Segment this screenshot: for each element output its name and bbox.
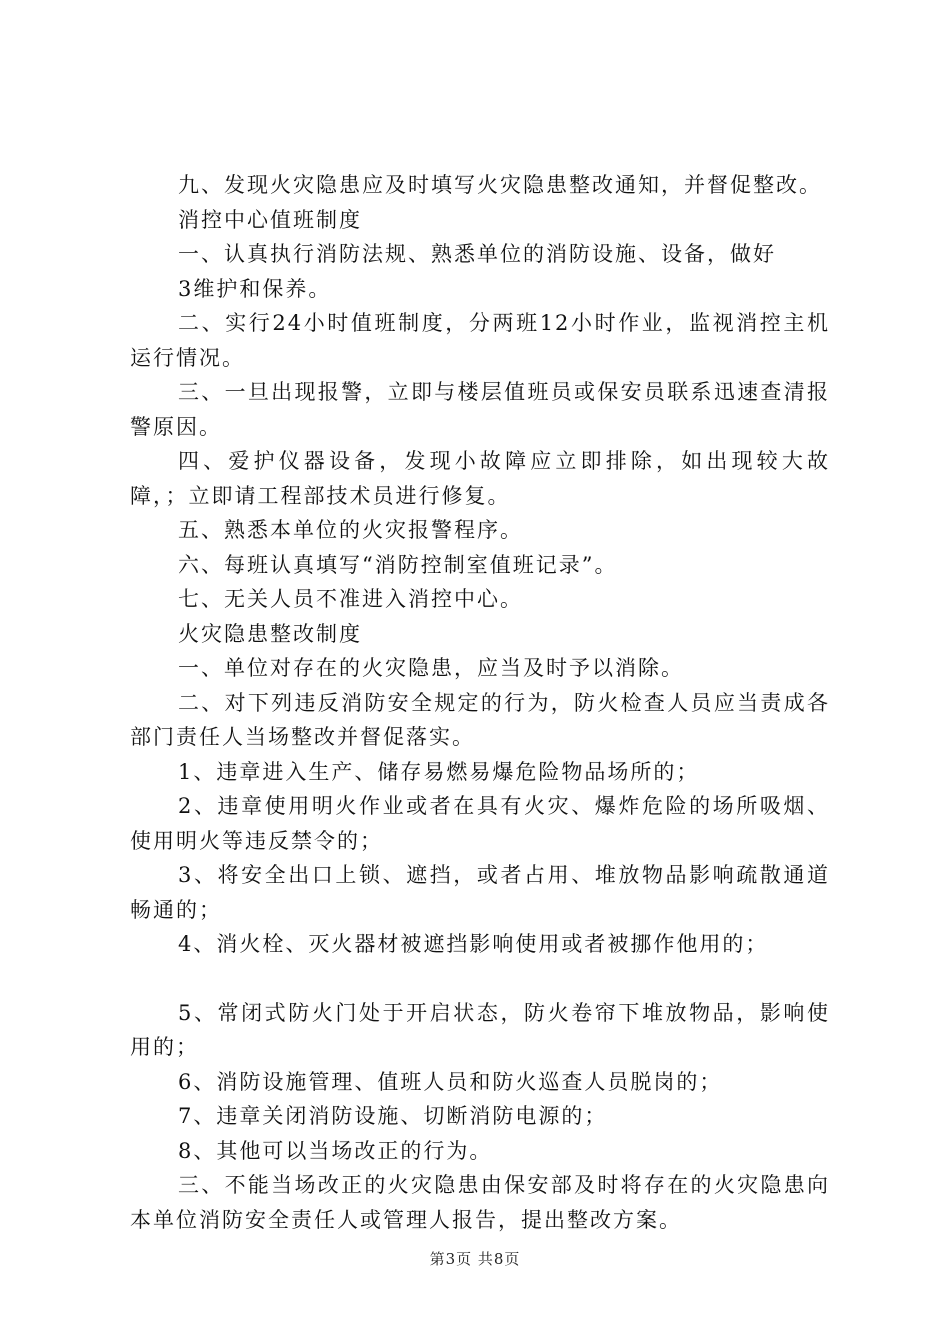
- page-number-footer: 第3页 共8页: [429, 1250, 521, 1268]
- paragraph-item-2: 二、实行24小时值班制度，分两班12小时作业，监视消控主机运行情况。: [130, 311, 830, 370]
- paragraph-item-6: 六、每班认真填写“消防控制室值班记录”。: [178, 552, 618, 577]
- paragraph-item-4: 四、爱护仪器设备，发现小故障应立即排除，如出现较大故障，；立即请工程部技术员进行修复。: [130, 449, 830, 508]
- list-item-violation-7: 7、违章关闭消防设施、切断消防电源的；: [178, 1104, 608, 1128]
- list-item-violation-4: 4、消火栓、灭火器材被遮挡影响使用或者被挪作他用的；: [178, 932, 769, 956]
- list-item-violation-8: 8、其他可以当场改正的行为。: [178, 1138, 493, 1163]
- paragraph-rule-1: 一、单位对存在的火灾隐患，应当及时予以消除。: [178, 656, 684, 680]
- list-item-violation-2: 2、违章使用明火作业或者在具有火灾、爆炸危险的场所吸烟、使用明火等违反禁令的；: [130, 794, 830, 853]
- paragraph-rule-3: 三、不能当场改正的火灾隐患由保安部及时将存在的火灾隐患向本单位消防安全责任人或管理人报告，提出整改方案。: [130, 1173, 830, 1232]
- list-item-violation-6: 6、消防设施管理、值班人员和防火巡查人员脱岗的；: [178, 1069, 723, 1094]
- list-item-violation-1: 1、违章进入生产、储存易燃易爆危险物品场所的；: [178, 759, 700, 784]
- list-item-violation-5: 5、常闭式防火门处于开启状态，防火卷帘下堆放物品，影响使用的；: [130, 1000, 830, 1059]
- blank-line: [130, 962, 830, 996]
- document-body: [130, 168, 830, 1237]
- paragraph-item-1: 一、认真执行消防法规、熟悉单位的消防设施、设备，做好: [178, 242, 776, 266]
- list-item-violation-3: 3、将安全出口上锁、遮挡，或者占用、堆放物品影响疏散通道畅通的；: [130, 863, 830, 922]
- paragraph-item-9: 九、发现火灾隐患应及时填写火灾隐患整改通知，并督促整改。: [178, 173, 822, 197]
- section-heading-hazard-rectification: 火灾隐患整改制度: [178, 621, 362, 646]
- paragraph-item-3: 三、一旦出现报警，立即与楼层值班员或保安员联系迅速查清报警原因。: [130, 380, 830, 439]
- paragraph-item-1-continued: 3维护和保养。: [178, 276, 332, 301]
- paragraph-rule-2: 二、对下列违反消防安全规定的行为，防火检查人员应当责成各部门责任人当场整改并督促落实。: [130, 690, 830, 749]
- paragraph-item-7: 七、无关人员不准进入消控中心。: [178, 587, 523, 611]
- section-heading-control-center: 消控中心值班制度: [178, 207, 362, 232]
- paragraph-item-5: 五、熟悉本单位的火灾报警程序。: [178, 518, 523, 542]
